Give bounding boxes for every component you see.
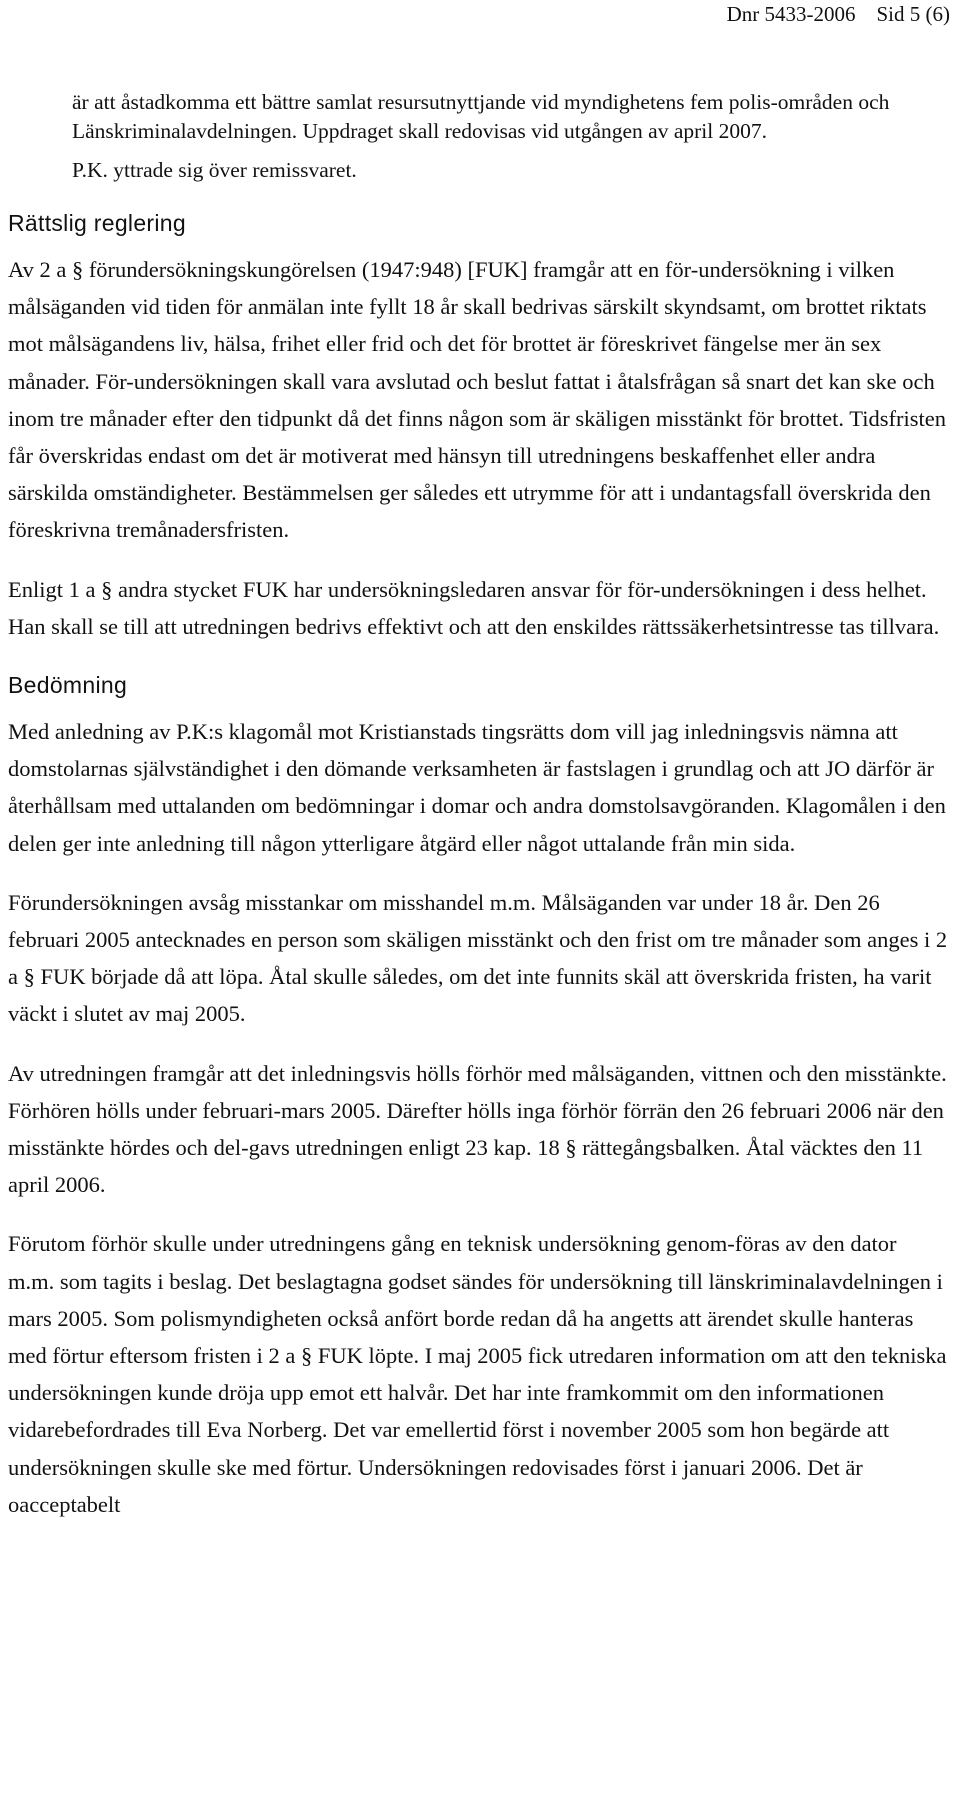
document-body: [8, 88, 948, 1523]
assessment-paragraph: Med anledning av P.K:s klagomål mot Kristianstads tingsrätts dom vill jag inledningsvis nämna att domstolarnas självständighet i den dömande verksamheten är fastslagen i grundlag och att JO därför är återhållsam med uttalanden om bedömningar i domar och andra domstolsavgöranden. Klagomålen i den delen ger inte anledning till någon ytterligare åtgärd eller något uttalande från min sida.: [8, 719, 946, 856]
case-number: Dnr 5433-2006: [726, 2, 856, 26]
section-heading-assessment: Bedömning: [8, 672, 128, 699]
page-number: Sid 5 (6): [876, 2, 950, 26]
intro-paragraph: är att åstadkomma ett bättre samlat resursutnyttjande vid myndighetens fem polis-områden och Länskriminalavdelningen. Uppdraget skall redovisas vid utgången av april 2007.: [72, 90, 890, 143]
legal-paragraph: Av 2 a § förundersökningskungörelsen (1947:948) [FUK] framgår att en för-undersökning i vilken målsäganden vid tiden för anmälan inte fyllt 18 år skall bedrivas särskilt skyndsamt, om brottet riktats mot målsägandens liv, hälsa, frihet eller frid och det för brottet är föreskrivet fängelse mer än sex månader. För-undersökningen skall vara avslutad och beslut fattat i åtalsfrågan så snart det kan ske och inom tre månader efter den tidpunkt då det finns någon som är skäligen misstänkt för brottet. Tidsfristen får överskridas endast om det är motiverat med hänsyn till utredningens beskaffenhet eller andra särskilda omständigheter. Bestämmelsen ger således ett utrymme för att i undantagsfall överskrida den föreskrivna tremånadersfristen.: [8, 257, 946, 543]
section-heading-legal: Rättslig reglering: [8, 210, 186, 236]
page-header: [727, 0, 950, 28]
assessment-paragraph: Av utredningen framgår att det inledningsvis hölls förhör med målsäganden, vittnen och den misstänkte. Förhören hölls under februari-mars 2005. Därefter hölls inga förhör förrän den 26 februari 2006 när den misstänkte hördes och del-gavs utredningen enligt 23 kap. 18 § rättegångsbalken. Åtal väcktes den 11 april 2006.: [8, 1060, 947, 1198]
assessment-paragraph: Förundersökningen avsåg misstankar om misshandel m.m. Målsäganden var under 18 år. Den 26 februari 2005 antecknades en person som skäligen misstänkt och den frist om tre månader som anges i 2 a § FUK började då att löpa. Åtal skulle således, om det inte funnits skäl att överskrida fristen, ha varit väckt i slutet av maj 2005.: [8, 889, 948, 1027]
intro-block: [8, 88, 948, 185]
pk-statement: P.K. yttrade sig över remissvaret.: [72, 158, 357, 182]
legal-paragraph: Enligt 1 a § andra stycket FUK har undersökningsledaren ansvar för för-undersökningen i dess helhet. Han skall se till att utredningen bedrivs effektivt och att den enskildes rättssäkerhetsintresse tas tillvara.: [8, 576, 940, 639]
assessment-paragraph: Förutom förhör skulle under utredningens gång en teknisk undersökning genom-föras av den dator m.m. som tagits i beslag. Det beslagtagna godset sändes för undersökning till länskriminalavdelningen i mars 2005. Som polismyndigheten också anfört borde redan då ha angetts att ärendet skulle hanteras med förtur eftersom fristen i 2 a § FUK löpte. I maj 2005 fick utredaren information om att den tekniska undersökningen kunde dröja upp emot ett halvår. Det har inte framkommit om den informationen vidarebefordrades till Eva Norberg. Det var emellertid först i november 2005 som hon begärde att undersökningen skulle ske med förtur. Undersökningen redovisades först i januari 2006. Det är oacceptabelt: [8, 1231, 947, 1517]
